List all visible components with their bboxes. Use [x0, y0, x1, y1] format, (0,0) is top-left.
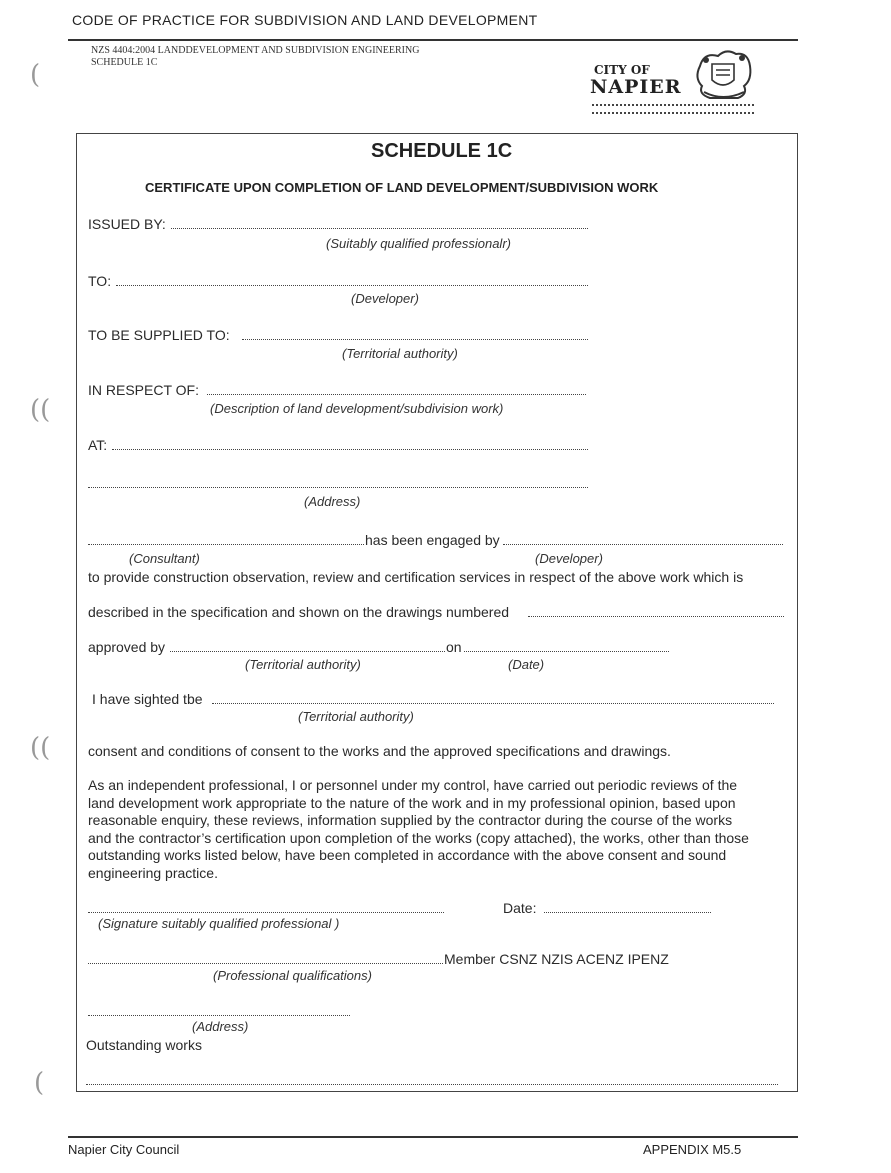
issued-by-field[interactable]: [171, 228, 588, 229]
supplied-to-hint: (Territorial authority): [342, 346, 458, 361]
consultant-field[interactable]: [88, 544, 364, 545]
outstanding-works-field[interactable]: [86, 1084, 778, 1085]
at-label: AT:: [88, 437, 108, 453]
logo-line-1: CITY OF: [594, 63, 650, 77]
binding-mark: (: [30, 60, 41, 90]
consultant-hint: (Consultant): [129, 551, 200, 566]
approved-by-label: approved by: [88, 639, 166, 655]
qualifications-hint: (Professional qualifications): [213, 968, 372, 983]
signature-field[interactable]: [88, 912, 444, 913]
declaration-line: outstanding works listed below, have been completed in accordance with the above consent and sound: [88, 847, 727, 863]
declaration-line: engineering practice.: [88, 864, 218, 881]
declaration-line: As an independent professional, I or personnel under my control, have carried out periodic reviews of the: [88, 777, 738, 793]
provide-line: to provide construction observation, review and certification services in respect of the above work which is: [88, 569, 744, 585]
described-line: described in the specification and shown on the drawings numbered: [88, 604, 510, 620]
professional-address-field[interactable]: [88, 1015, 350, 1016]
footer-appendix: APPENDIX M5.5: [643, 1142, 742, 1157]
approved-by-field[interactable]: [170, 651, 445, 652]
code-title: CODE OF PRACTICE FOR SUBDIVISION AND LAND DEVELOPMENT: [72, 12, 538, 28]
signature-hint: (Signature suitably qualified professional ): [98, 916, 340, 931]
on-label: on: [446, 639, 462, 655]
declaration-line: and the contractor’s certification upon completion of the works (copy attached), the works, other than those: [88, 829, 749, 846]
consent-line: consent and conditions of consent to the works and the approved specifications and drawings.: [88, 743, 671, 759]
supplied-to-field[interactable]: [242, 339, 588, 340]
binding-mark: ((: [30, 733, 51, 763]
address-hint: (Address): [304, 494, 361, 509]
approved-by-hint: (Territorial authority): [245, 657, 361, 672]
footer-rule: [68, 1136, 798, 1138]
footer-council: Napier City Council: [68, 1142, 180, 1157]
address-hint-2: (Address): [192, 1019, 249, 1034]
coat-of-arms-icon: [690, 46, 756, 104]
declaration-paragraph: [88, 777, 788, 882]
declaration-line: reasonable enquiry, these reviews, information supplied by the contractor during the course of the works: [88, 812, 733, 828]
member-line: Member CSNZ NZIS ACENZ IPENZ: [444, 951, 669, 967]
developer-hint: (Developer): [535, 551, 603, 566]
in-respect-of-hint: (Description of land development/subdivision work): [210, 401, 504, 416]
in-respect-of-field[interactable]: [207, 394, 586, 395]
form-title: SCHEDULE 1C: [371, 140, 513, 162]
schedule-reference: SCHEDULE 1C: [91, 57, 158, 68]
sighted-hint: (Territorial authority): [298, 709, 414, 724]
issued-by-hint: (Suitably qualified professionalr): [326, 236, 511, 251]
declaration-line: land development work appropriate to the nature of the work and in my professional opinion, based upon: [88, 794, 736, 811]
logo-line-2: NAPIER: [590, 76, 682, 98]
binding-mark: (: [34, 1068, 45, 1098]
to-hint: (Developer): [351, 291, 419, 306]
sighted-field[interactable]: [212, 703, 774, 704]
date-label: Date:: [503, 900, 537, 916]
qualifications-field[interactable]: [88, 963, 443, 964]
to-field[interactable]: [116, 285, 588, 286]
signature-date-field[interactable]: [544, 912, 711, 913]
approval-date-field[interactable]: [464, 651, 669, 652]
sighted-label: I have sighted tbe: [92, 691, 203, 707]
supplied-to-label: TO BE SUPPLIED TO:: [88, 327, 230, 343]
date-hint: (Date): [508, 657, 545, 672]
drawings-numbered-field[interactable]: [528, 616, 784, 617]
developer-field[interactable]: [503, 544, 783, 545]
issued-by-label: ISSUED BY:: [88, 216, 166, 232]
binding-mark: ((: [30, 395, 51, 425]
header-rule: [68, 39, 798, 41]
outstanding-works-label: Outstanding works: [86, 1037, 202, 1053]
in-respect-of-label: IN RESPECT OF:: [88, 382, 199, 398]
form-subtitle: CERTIFICATE UPON COMPLETION OF LAND DEVELOPMENT/SUBDIVISION WORK: [145, 180, 659, 195]
to-label: TO:: [88, 273, 112, 289]
city-of-napier-logo: [588, 46, 758, 114]
logo-border-pattern: [592, 104, 754, 114]
engaged-by-label: has been engaged by: [365, 532, 500, 548]
at-field[interactable]: [112, 449, 588, 450]
standard-reference: NZS 4404:2004 LANDDEVELOPMENT AND SUBDIVISION ENGINEERING: [91, 45, 420, 56]
at-field-line-2[interactable]: [88, 487, 588, 488]
